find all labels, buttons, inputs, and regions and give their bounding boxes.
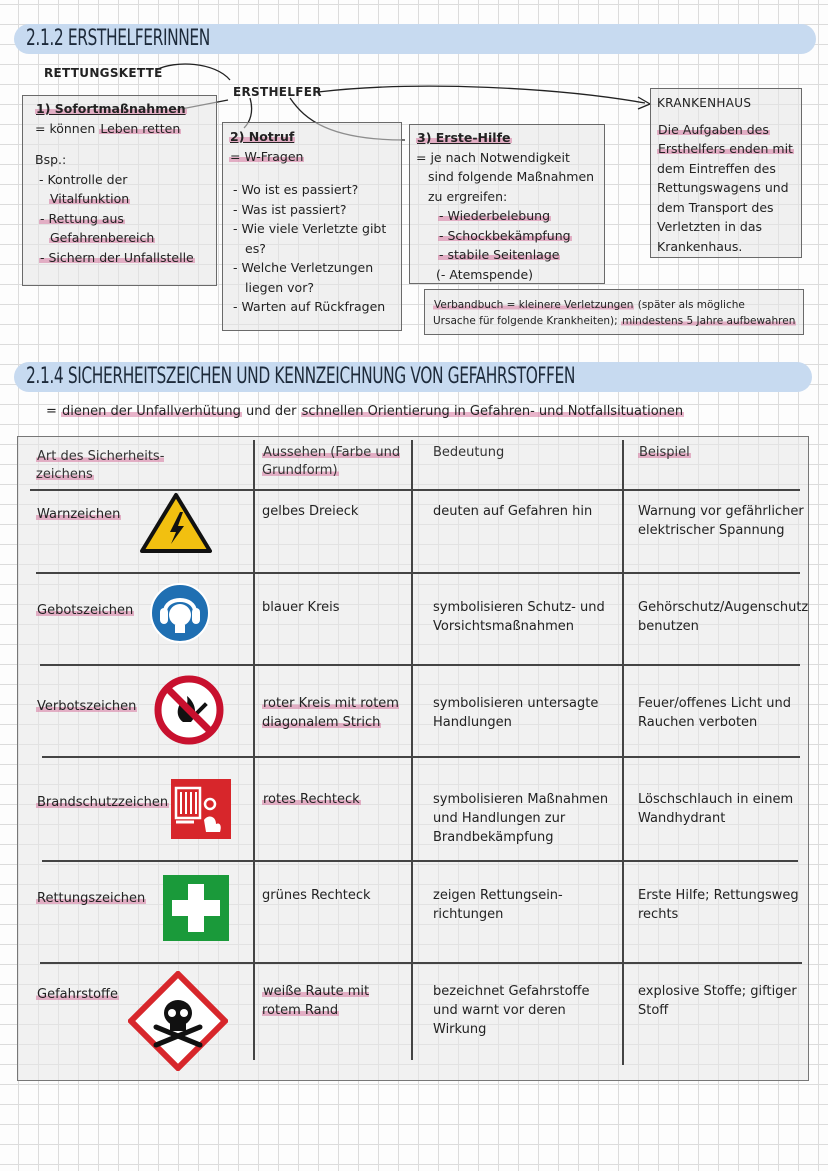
box3-title: 3) Erste-Hilfe — [417, 130, 511, 145]
krankenhaus-box — [650, 88, 802, 258]
row-divider — [36, 572, 800, 574]
kh-line-4: dem Transport des — [657, 199, 774, 215]
table-row-art: Gebotszeichen — [37, 603, 134, 618]
box2-item-0: - Wo ist es passiert? — [233, 182, 359, 197]
sofortmassnahmen-box — [22, 95, 217, 286]
kh-line-0: Die Aufgaben des — [658, 121, 769, 137]
table-row-beispiel: Gehörschutz/Augenschutz benutzen — [638, 600, 809, 634]
verbandbuch-line2: Ursache für folgende Krankheiten); mindestens 5 Jahre aufbewahren — [433, 315, 796, 327]
skull-hazard-icon — [128, 971, 228, 1071]
box2-item-1: - Was ist passiert? — [233, 201, 347, 217]
row-divider — [40, 962, 802, 964]
table-row-aussehen: blauer Kreis — [262, 600, 340, 615]
kh-line-1: Ersthelfers enden mit — [658, 141, 793, 156]
verbandbuch-box — [424, 289, 804, 335]
table-row-art: Verbotszeichen — [37, 699, 137, 714]
section-heading-sicherheitszeichen: 2.1.4 SICHERHEITSZEICHEN UND KENNZEICHNUNG VON GEFAHRSTOFFEN — [26, 364, 575, 389]
section-heading-ersthelfer: 2.1.2 ERSTHELFERINNEN — [26, 26, 210, 51]
table-row-bedeutung: zeigen Rettungsein-richtungen — [433, 888, 563, 922]
krankenhaus-title: KRANKENHAUS — [657, 96, 752, 110]
rettungskette-label: RETTUNGSKETTE — [44, 66, 163, 80]
row-divider — [42, 756, 800, 758]
table-row-beispiel: Feuer/offenes Licht und Rauchen verboten — [638, 696, 791, 730]
col-header-art: Art des Sicherheits- zeichens — [36, 449, 165, 482]
table-row-beispiel: Löschschlauch in einem Wandhydrant — [638, 792, 794, 826]
table-row-bedeutung: bezeichnet Gefahrstoffe und warnt vor deren Wirkung — [433, 984, 590, 1037]
box2-title: 2) Notruf — [230, 129, 295, 144]
box2-item-3: es? — [245, 240, 266, 256]
table-row-aussehen: gelbes Dreieck — [262, 504, 359, 519]
box3-item-1: - Schockbekämpfung — [439, 227, 571, 243]
box1-item-2: - Rettung aus — [40, 210, 124, 226]
table-row-bedeutung: symbolisieren untersagte Handlungen — [433, 696, 599, 730]
box1-bsp: Bsp.: — [35, 152, 67, 167]
table-row-art: Warnzeichen — [37, 507, 121, 522]
table-row-aussehen: weiße Raute mit rotem Rand — [262, 984, 370, 1018]
col-header-beispiel: Beispiel — [639, 445, 690, 460]
box1-item-0: - Kontrolle der — [39, 171, 128, 187]
erste-hilfe-box — [409, 124, 605, 284]
box2-item-4: - Welche Verletzungen — [233, 260, 374, 275]
table-row-beispiel: explosive Stoffe; giftiger Stoff — [638, 984, 797, 1018]
warning-triangle-icon — [140, 492, 212, 554]
box2-item-5: liegen vor? — [245, 279, 314, 295]
box1-title: 1) Sofortmaßnahmen — [36, 101, 186, 116]
column-divider — [411, 440, 413, 1060]
table-row-beispiel: Warnung vor gefährlicher elektrischer Spannung — [638, 504, 804, 538]
table-row-art: Gefahrstoffe — [37, 987, 118, 1002]
table-row-art: Brandschutzzeichen — [37, 795, 169, 810]
ear-protection-icon — [149, 582, 211, 644]
col-header-bedeutung: Bedeutung — [433, 445, 505, 460]
box3-item-0: - Wiederbelebung — [439, 208, 550, 223]
table-row-bedeutung: deuten auf Gefahren hin — [433, 504, 593, 519]
box2-item-2: - Wie viele Verletzte gibt — [233, 221, 387, 236]
column-divider — [622, 440, 624, 1065]
notruf-box — [222, 122, 402, 331]
box3-line1: = je nach Notwendigkeit — [416, 149, 570, 165]
row-divider — [30, 489, 800, 491]
table-row-bedeutung: symbolisieren Maßnahmen und Handlungen zur Brandbekämpfung — [433, 792, 609, 845]
ersthelfer-label: ERSTHELFER — [233, 85, 322, 99]
box1-item-3: Gefahrenbereich — [50, 230, 155, 245]
box3-item-2: - stabile Seitenlage — [439, 247, 560, 262]
fire-hose-icon — [170, 778, 232, 840]
box1-line1: = können Leben retten — [35, 120, 181, 136]
box3-line3: zu ergreifen: — [428, 188, 508, 204]
row-divider — [42, 860, 798, 862]
table-row-aussehen: roter Kreis mit rotem diagonalem Strich — [262, 696, 399, 730]
box2-item-6: - Warten auf Rückfragen — [233, 299, 386, 314]
first-aid-cross-icon — [162, 874, 230, 942]
kh-line-6: Krankenhaus. — [657, 238, 743, 254]
box3-item-3: (- Atemspende) — [436, 266, 534, 282]
table-row-aussehen: grünes Rechteck — [262, 888, 371, 903]
table-row-aussehen: rotes Rechteck — [263, 792, 360, 807]
box1-item-1: Vitalfunktion — [50, 191, 130, 206]
table-row-beispiel: Erste Hilfe; Rettungsweg rechts — [638, 888, 799, 922]
verbandbuch-line1: Verbandbuch = kleinere Verletzungen (später als mögliche — [434, 299, 745, 311]
col-header-aussehen: Aussehen (Farbe und Grundform) — [262, 445, 401, 478]
kh-line-2: dem Eintreffen des — [657, 160, 776, 176]
kh-line-5: Verletzten in das — [657, 219, 762, 234]
table-row-art: Rettungszeichen — [37, 891, 146, 906]
column-divider — [253, 440, 255, 1060]
box3-line2: sind folgende Maßnahmen — [428, 169, 595, 184]
box1-item-4: - Sichern der Unfallstelle — [40, 249, 194, 265]
section2-intro: = dienen der Unfallverhütung und der schnellen Orientierung in Gefahren- und Notfallsituationen — [46, 404, 684, 419]
box2-subtitle: = W-Fragen — [230, 148, 304, 164]
row-divider — [40, 664, 800, 666]
no-fire-icon — [153, 674, 225, 746]
kh-line-3: Rettungswagens und — [657, 180, 789, 195]
table-row-bedeutung: symbolisieren Schutz- und Vorsichtsmaßnahmen — [433, 600, 605, 634]
